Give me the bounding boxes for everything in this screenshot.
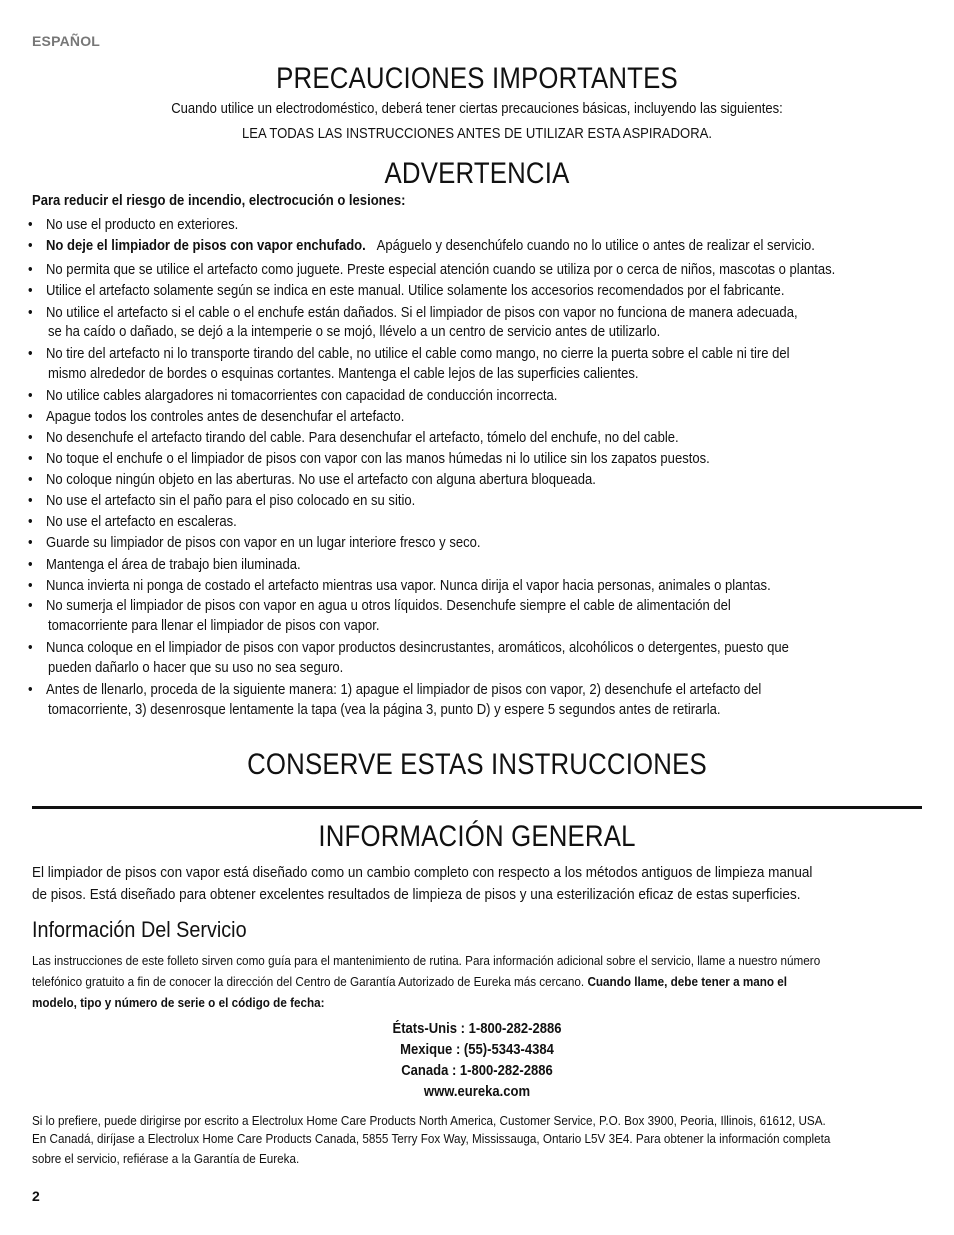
list-item-continuation: mismo alrededor de bordes o esquinas cortantes. Mantenga el cable lejos de las superficies calientes. bbox=[48, 366, 639, 382]
list-item-continuation: se ha caído o dañado, se dejó a la intemperie o se mojó, llévelo a un centro de servicio antes de utilizarlo. bbox=[48, 324, 661, 340]
list-item: • Guarde su limpiador de pisos con vapor en un lugar interiore fresco y seco. bbox=[28, 535, 481, 551]
bold-warning: No deje el limpiador de pisos con vapor enchufado. bbox=[46, 238, 366, 254]
general-paragraph-line: de pisos. Está diseñado para obtener excelentes resultados de limpieza de pisos y una esterilización eficaz de estas superficies. bbox=[32, 886, 801, 903]
precauciones-title: PRECAUCIONES IMPORTANTES bbox=[276, 62, 678, 95]
section-divider bbox=[32, 806, 922, 809]
servicio-line-bold: modelo, tipo y número de serie o el código de fecha: bbox=[32, 995, 325, 1010]
list-item: • No use el producto en exteriores. bbox=[28, 217, 239, 233]
precauciones-intro: Cuando utilice un electrodoméstico, deberá tener ciertas precauciones básicas, incluyendo las siguientes: bbox=[171, 101, 783, 117]
list-item: • No permita que se utilice el artefacto como juguete. Preste especial atención cuando se utiliza por o cerca de niños, mascotas o plantas. bbox=[28, 262, 836, 278]
list-item: • No utilice el artefacto si el cable o el enchufe están dañados. Si el limpiador de pisos con vapor no funciona de manera adecuada, bbox=[28, 305, 798, 321]
list-item: • No tire del artefacto ni lo transporte tirando del cable, no utilice el cable como mango, no cierre la puerta sobre el cable ni tire del bbox=[28, 346, 790, 362]
language-label: ESPAÑOL bbox=[32, 33, 101, 49]
closing-line: Si lo prefiere, puede dirigirse por escrito a Electrolux Home Care Products North America, Customer Service, P.O. Box 3900, Peoria, Illinois, 61612, USA. bbox=[32, 1113, 826, 1128]
conserve-title: CONSERVE ESTAS INSTRUCCIONES bbox=[247, 748, 707, 781]
list-item: • Utilice el artefacto solamente según se indica en este manual. Utilice solamente los accesorios recomendados por el fabricante. bbox=[28, 283, 785, 299]
servicio-line: Las instrucciones de este folleto sirven como guía para el mantenimiento de rutina. Para información adicional sobre el servicio, llame a nuestro número bbox=[32, 953, 821, 968]
list-item: • Nunca invierta ni ponga de costado el artefacto mientras usa vapor. Nunca dirija el vapor hacia personas, animales o plantas. bbox=[28, 578, 771, 594]
servicio-line: telefónico gratuito a fin de conocer la dirección del Centro de Garantía Autorizado de Eureka más cercano. Cuando llame, debe tener a mano el bbox=[32, 974, 788, 989]
list-item: • No use el artefacto en escaleras. bbox=[28, 514, 237, 530]
list-item: • No sumerja el limpiador de pisos con vapor en agua u otros líquidos. Desenchufe siempre el cable de alimentación del bbox=[28, 598, 731, 614]
closing-line: sobre el servicio, refiérase a la Garantía de Eureka. bbox=[32, 1151, 300, 1166]
list-item: • No use el artefacto sin el paño para el piso colocado en su sitio. bbox=[28, 493, 416, 509]
list-item: • Mantenga el área de trabajo bien iluminada. bbox=[28, 557, 301, 573]
list-item: • No utilice cables alargadores ni tomacorrientes con capacidad de conducción incorrecta. bbox=[28, 388, 558, 404]
list-item-continuation: pueden dañarlo o hacer que su uso no sea seguro. bbox=[48, 660, 344, 676]
closing-line: En Canadá, diríjase a Electrolux Home Care Products Canada, 5855 Terry Fox Way, Mississauga, Ontario L5V 3E4. Para obtener la información completa bbox=[32, 1131, 831, 1146]
page-number: 2 bbox=[32, 1188, 40, 1204]
list-item: • Antes de llenarlo, proceda de la siguiente manera: 1) apague el limpiador de pisos con vapor, 2) desenchufe el artefacto del bbox=[28, 682, 762, 698]
servicio-title: Información Del Servicio bbox=[32, 917, 247, 942]
contact-canada: Canada : 1-800-282-2886 bbox=[401, 1063, 553, 1079]
list-item: • No desenchufe el artefacto tirando del cable. Para desenchufar el artefacto, tómelo del enchufe, no del cable. bbox=[28, 430, 679, 446]
website-link[interactable]: www.eureka.com bbox=[423, 1084, 531, 1100]
advertencia-title: ADVERTENCIA bbox=[384, 157, 570, 190]
contact-mexico: Mexique : (55)-5343-4384 bbox=[400, 1042, 554, 1058]
list-item: • Apague todos los controles antes de desenchufar el artefacto. bbox=[28, 409, 405, 425]
advertencia-lead: Para reducir el riesgo de incendio, electrocución o lesiones: bbox=[32, 193, 406, 209]
contact-us: États-Unis : 1-800-282-2886 bbox=[392, 1021, 562, 1037]
list-item: • No coloque ningún objeto en las aberturas. No use el artefacto con alguna abertura bloqueada. bbox=[28, 472, 596, 488]
list-item: • No deje el limpiador de pisos con vapor enchufado. Apáguelo y desenchúfelo cuando no lo utilice o antes de realizar el servicio. bbox=[28, 238, 815, 254]
read-all-notice: LEA TODAS LAS INSTRUCCIONES ANTES DE UTILIZAR ESTA ASPIRADORA. bbox=[242, 126, 712, 142]
list-item: • Nunca coloque en el limpiador de pisos con vapor productos desincrustantes, aromáticos, alcohólicos o detergentes, puesto que bbox=[28, 640, 789, 656]
general-paragraph-line: El limpiador de pisos con vapor está diseñado como un cambio completo con respecto a los métodos antiguos de limpieza manual bbox=[32, 864, 813, 881]
list-item-continuation: tomacorriente para llenar el limpiador de pisos con vapor. bbox=[48, 618, 380, 634]
list-item-continuation: tomacorriente, 3) desenrosque lentamente la tapa (vea la página 3, punto D) y espere 5 segundos antes de retirarla. bbox=[48, 702, 721, 718]
list-item: • No toque el enchufe o el limpiador de pisos con vapor con las manos húmedas ni lo utilice sin los zapatos puestos. bbox=[28, 451, 710, 467]
general-title: INFORMACIÓN GENERAL bbox=[318, 820, 636, 853]
